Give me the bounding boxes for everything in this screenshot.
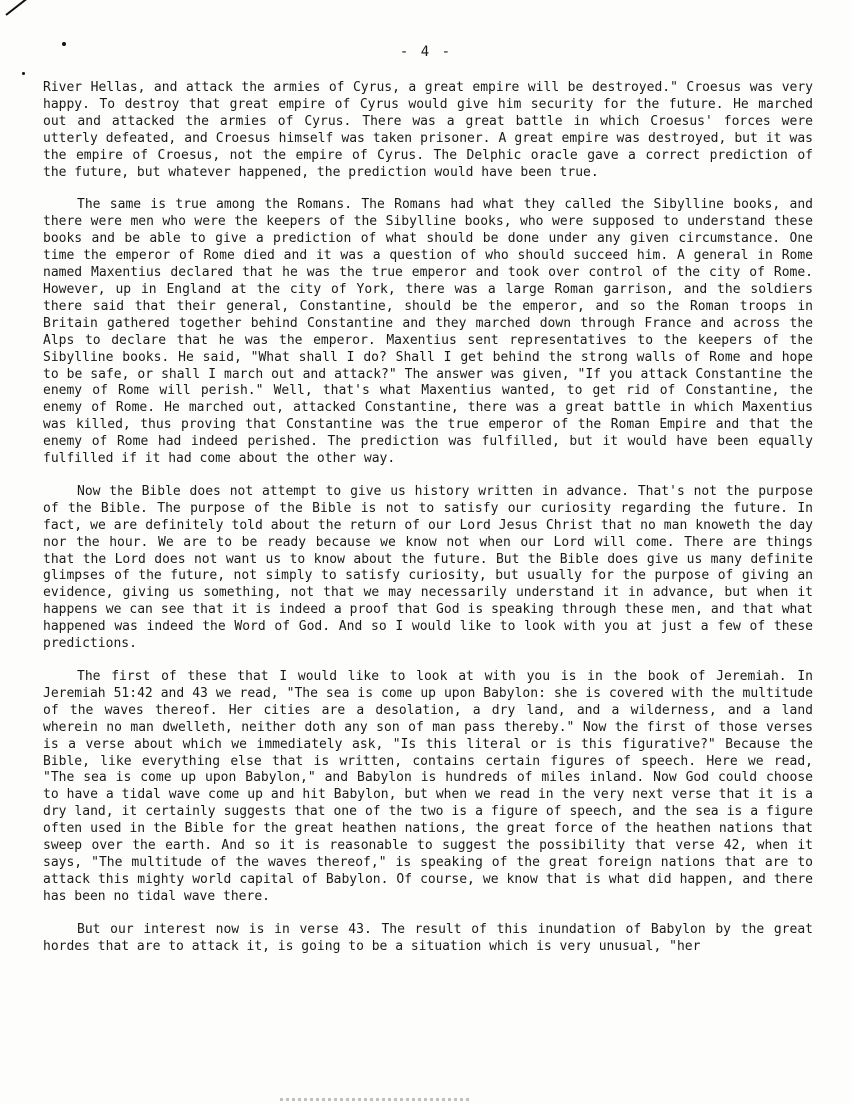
paragraph-jeremiah: The first of these that I would like to look at with you is in the book of Jeremiah. In Jeremiah 51:42 and 43 we read, "The sea is come up upon Babylon: she is covered with the multitude of the waves thereof. Her cities are a desolation, a dry land, and a wilderness, and a land wherein no man dwelleth, neither doth any son of man pass thereby." Now the first of those verses is a verse about which we immediately ask, "Is this literal or is this figurative?" Because the Bible, like everything else that is written, contains certain figures of speech. Here we read, "The sea is come up upon Babylon," and Babylon is hundreds of miles inland. Now God could choose to have a tidal wave come up and hit Babylon, but when we read in the very next verse that it is a dry land, it certainly suggests that one of the two is a figure of speech, and the sea is a figure often used in the Bible for the great heathen nations, the great force of the heathen nations that sweep over the earth. And so it is reasonable to suggest the possibility that verse 42, when it says, "The multitude of the waves thereof," is speaking of the great foreign nations that are to attack this mighty world capital of Babylon. Of course, we know that is what did happen, and there has been no tidal wave there. <box>43 669 813 904</box>
body-text <box>43 80 813 972</box>
paragraph-sibylline: The same is true among the Romans. The Romans had what they called the Sibylline books, and there were men who were the keepers of the Sibylline books, who were supposed to understand these books and be able to give a prediction of what should be done under any given circumstance. One time the emperor of Rome died and it was a question of who should succeed him. A general in Rome named Maxentius declared that he was the true emperor and took over control of the city of Rome. However, up in England at the city of York, there was a large Roman garrison, and the soldiers there said that their general, Constantine, should be the emperor, and so the Roman troops in Britain gathered together behind Constantine and they marched down through France and across the Alps to declare that he was the emperor. Maxentius sent representatives to the keepers of the Sibylline books. He said, "What shall I do? Shall I get behind the strong walls of Rome and hope to be safe, or shall I march out and attack?" The answer was given, "If you attack Constantine the enemy of Rome will perish." Well, that's what Maxentius wanted, to get rid of Constantine, the enemy of Rome. He marched out, attacked Constantine, there was a great battle in which Maxentius was killed, thus proving that Constantine was the true emperor of the Roman Empire and that the enemy of Rome had indeed perished. The prediction was fulfilled, but it would have been equally fulfilled if it had come about the other way. <box>43 197 813 467</box>
paragraph-croesus: River Hellas, and attack the armies of Cyrus, a great empire will be destroyed." Croesus was very happy. To destroy that great empire of Cyrus would give him security for the future. He marched out and attacked the armies of Cyrus. There was a great battle in which Croesus' forces were utterly defeated, and Croesus himself was taken prisoner. A great empire was destroyed, but it was the empire of Croesus, not the empire of Cyrus. The Delphic oracle gave a correct prediction of the future, but whatever happened, the prediction would have been true. <box>43 80 813 180</box>
page-number: - 4 - <box>399 44 453 60</box>
ink-dot <box>22 72 25 75</box>
paragraph-verse-43: But our interest now is in verse 43. The result of this inundation of Babylon by the great hordes that are to attack it, is going to be a situation which is very unusual, "her <box>43 921 813 954</box>
pen-mark <box>5 0 35 16</box>
paragraph-bible-purpose: Now the Bible does not attempt to give us history written in advance. That's not the purpose of the Bible. The purpose of the Bible is not to satisfy our curiosity regarding the future. In fact, we are definitely told about the return of our Lord Jesus Christ that no man knoweth the day nor the hour. We are to be ready because we know not when our Lord will come. There are things that the Lord does not want us to know about the future. But the Bible does give us many definite glimpses of the future, not simply to satisfy curiosity, but usually for the purpose of giving an evidence, giving us something, not that we may necessarily understand it in advance, but when it happens we can see that it is indeed a proof that God is speaking through these men, and that what happened was indeed the Word of God. And so I would like to look with you at just a few of these predictions. <box>43 483 813 652</box>
scan-artifact <box>280 1098 470 1101</box>
